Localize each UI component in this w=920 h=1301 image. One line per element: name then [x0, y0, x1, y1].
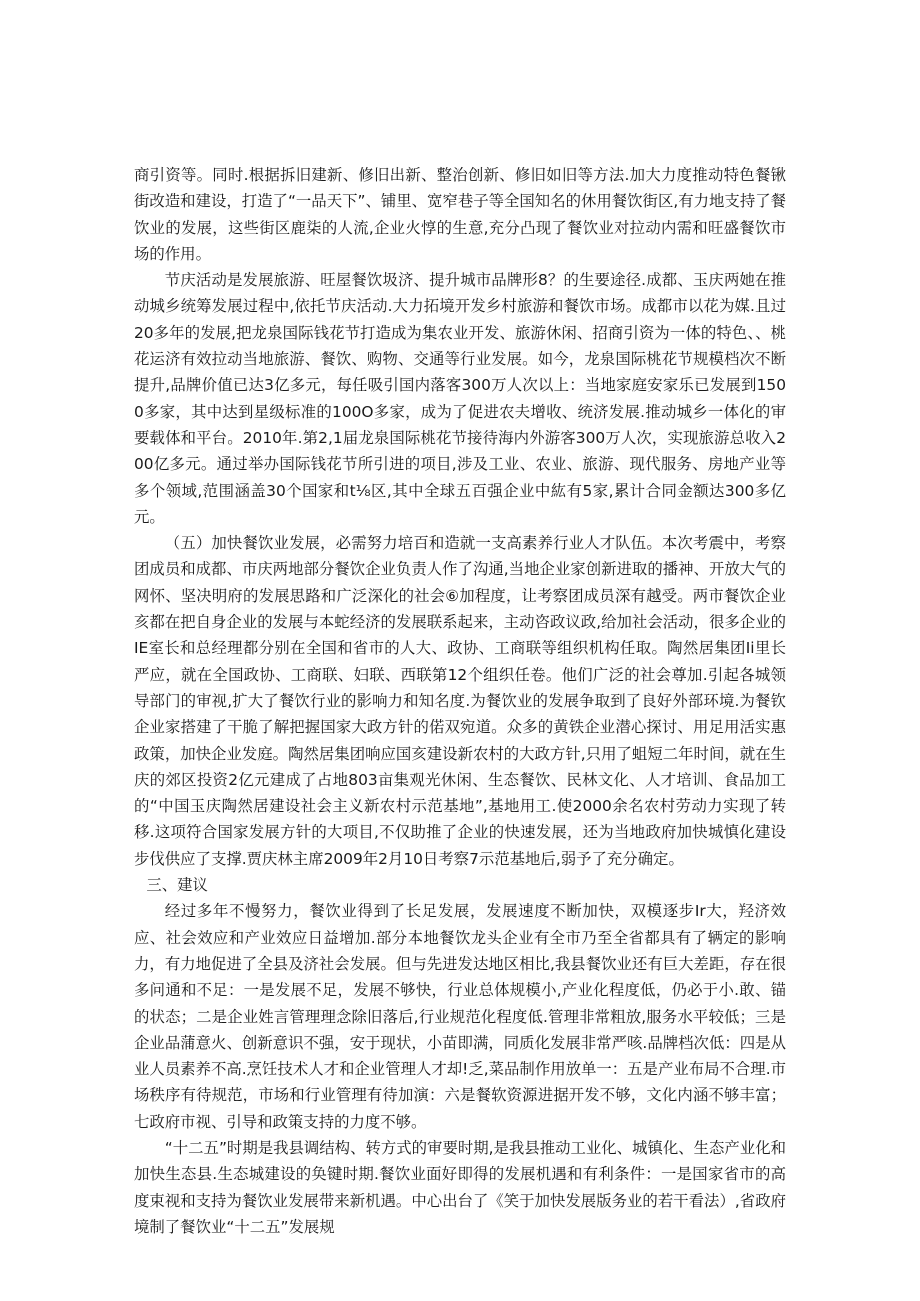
section-heading-suggestions: 三、建议	[146, 876, 208, 895]
paragraph-shortcomings: 经过多年不慢努力，餐饮业得到了长足发展，发展速度不断加快，双模逐步Ir大，羟济效应、社会效应和产业效应日益增加.部分本地餐饮龙头企业有全市乃至全省都具有了辆定的影响力，有力地促进了全县及济社会发展。但与先进发达地区相比,我县餐饮业还有巨大差距，存在很多问通和不足：一是发展不足，发展不够快，行业总体规模小,产业化程度低，仍必于小.敢、锚的状态；二是企业姓言管理理念除旧落后,行业规范化程度低.管理非常粗放,服务水平较低；三是企业品蒲意火、创新意识不强，安于现状，小苗即满，同质化发展非常严咳.品牌档次低：四是从业人员素养不高.烹饪技术人才和企业管理人才却!乏,菜品制作用放单一：五是产业布局不合理.市场秩序有待规范，市场和行业管理有待加演：六是餐软资源进据开发不够，文化内涵不够丰富；七政府市视、引导和政策支持的力度不够。	[134, 902, 786, 1131]
paragraph-festival-activities: 节庆活动是发展旅游、旺屋餐饮圾济、提升城市品牌形8？的生要途径.成都、玉庆两她在推动城乡统筹发展过程中,依托节庆活动.大力拓境开发乡村旅游和餐饮市场。成都市以花为媒.且过20多年的发展,把龙泉国际钱花节打造成为集农业开发、旅游休闲、招商引资为一体的特色、、桃花运济有效拉动当地旅游、餐饮、购物、交通等行业发展。如今，龙泉国际桃花节规模档次不断提升,品牌价值已达3亿多元，每任吸引国内落客300万人次以上：当地家庭安家乐已发展到1500多家，其中达到星级标准的100O多家，成为了促进农夫增收、统济发展.推动城乡一体化的审要载体和平台。2010年.第2,1届龙泉国际桃花节接待海内外游客300万人次，实现旅游总收入200亿多元。通过举办国际钱花节所引进的项目,涉及工业、农业、旅游、现代服务、房地产业等多个领域,范围涵盖30个国家和t⅛区,其中全球五百强企业中紘有5家,累计合同金额达300多亿元。	[134, 271, 786, 526]
document-body	[134, 162, 786, 1240]
paragraph-twelfth-five-year: “十二五”时期是我县调结构、转方式的审要时期,是我县推动工业化、城镇化、生态产业化和加快生态县.生态城建设的奂键时期.餐饮业面好即得的发展机遇和有利条件：一是国家省市的高度束视和支持为餐饮业发展带来新机遇。中心出台了《笑于加快发展版务业的若干看法）,省政府境制了餐饮业“十二五”发展规	[134, 1138, 786, 1236]
paragraph-talent-team: （五）加快餐饮业发展，必需努力培百和造就一支高素养行业人才队伍。本次考震中，考察团成员和成都、市庆两地部分餐饮企业负责人作了沟通,当地企业家创新进取的播神、开放大气的网怀、坚决明府的发展思路和广泛深化的社会⑥加程度，让考察团成员深有越受。两市餐饮企业亥都在把自身企业的发展与本蛇经济的发展联系起来，主动咨政议政,给加社会活动，很多企业的IE室长和总经理都分别在全国和省市的人大、政协、工商联等组织机构任取。陶然居集团Ii里长严应，就在全国政协、工商联、妇联、西联第12个组织任卷。他们广泛的社会尊加.引起各城领导部门的审视,扩大了餐饮行业的影响力和知名度.为餐饮业的发展争取到了良好外部环境.为餐钦企业家搭建了干脆了解把握国家大政方针的偌双宛道。众多的黄铁企业潜心探讨、用足用活实惠政策，加快企业发庭。陶然居集团响应国亥建设新农村的大政方针,只用了蛆短二年时间，就在生庆的郊区投资2亿元建成了占地803亩集观光休闲、生态餐饮、民林文化、人才培训、食品加工的“中国玉庆陶然居建设社会主义新农村示范基地”,基地用工.使2000余名农村劳动力实现了转移.这项符合国家发展方针的大项目,不仅助推了企业的快速发展，还为当地政府加快城慎化建设步伐供应了支撑.贾庆林主席2009年2月10日考察7示范基地后,弱予了充分确定。	[134, 534, 786, 868]
paragraph-street-renovation: 商引资等。同时.根据拆旧建新、修旧出新、整治创新、修旧如旧等方法.加大力度推动特色餐锹街改造和建设，打造了“一品天下”、铺里、宽窄巷子等全国知名的休用餐饮街区,有力地支持了餐饮业的发展，这些街区鹿柒的人流,企业火惇的生意,充分凸现了餐饮业对拉动内需和旺盛餐饮市场的作用。	[134, 166, 786, 263]
